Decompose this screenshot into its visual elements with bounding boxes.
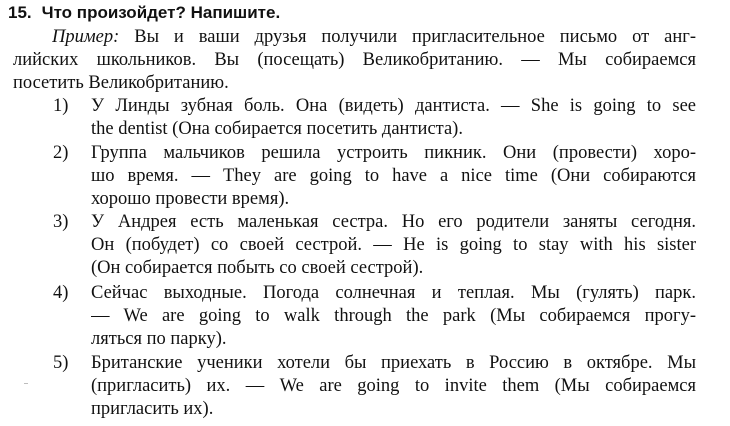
scan-speck [24,383,28,384]
example-line-1 [52,27,696,48]
item-number-5: 5) [53,353,69,373]
item-1-line-2: the dentist (Она собирается посетить дантиста). [91,119,463,139]
item-4-line-1: Сейчас выходные. Погода солнечная и теплая. Мы (гулять) парк. [91,283,696,303]
item-2-line-3: хорошо провести время). [91,189,290,209]
item-number-1: 1) [53,96,69,116]
example-line-2: лийских школьников. Вы (посещать) Великобританию. — Мы собираемся [13,50,696,70]
item-4-line-3: ляться по парку). [91,329,227,349]
item-3-line-1: У Андрея есть маленькая сестра. Но его родители заняты сегодня. [91,212,696,232]
exercise-number: 15. [8,3,32,22]
example-text-1: Вы и ваши друзья получили пригласительное письмо от анг- [134,27,696,47]
exercise-heading [8,3,280,23]
item-number-3: 3) [53,212,69,232]
item-number-2: 2) [53,143,69,163]
exercise-title: Что произойдет? Напишите. [41,3,281,22]
item-1-line-1: У Линды зубная боль. Она (видеть) дантиста. — She is going to see [91,96,696,116]
item-2-line-2: шо время. — They are going to have a nice time (Они собираются [91,166,696,186]
item-5-line-3: пригласить их). [91,399,214,419]
example-line-3: посетить Великобританию. [13,73,229,93]
item-3-line-3: (Он собирается побыть со своей сестрой). [91,258,424,278]
item-number-4: 4) [53,283,69,303]
item-4-line-2: — We are going to walk through the park (Мы собираемся прогу- [91,306,696,326]
item-5-line-1: Британские ученики хотели бы приехать в Россию в октябре. Мы [91,353,696,373]
item-5-line-2: (пригласить) их. — We are going to invite them (Мы собираемся [91,376,696,396]
item-2-line-1: Группа мальчиков решила устроить пикник. Они (провести) хоро- [91,143,696,163]
example-label: Пример: [52,27,120,47]
item-3-line-2: Он (побудет) со своей сестрой. — He is going to stay with his sister [91,235,696,255]
